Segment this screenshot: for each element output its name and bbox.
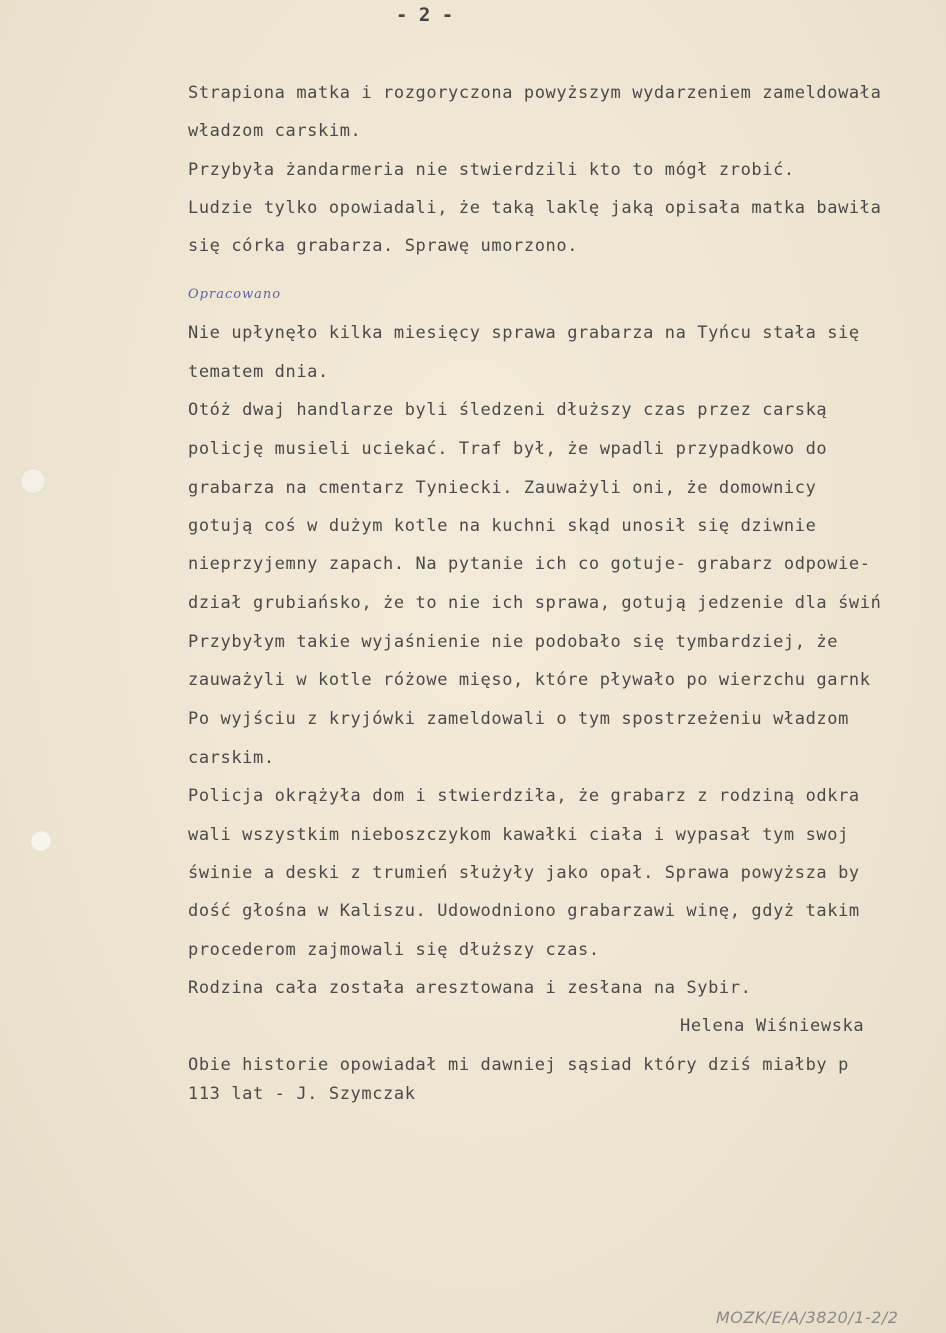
archive-number: MOZK/E/A/3820/1-2/2	[716, 1308, 899, 1327]
text-line: dość głośna w Kaliszu. Udowodniono grabarzawi winę, gdyż takim	[188, 901, 860, 921]
text-line: grabarza na cmentarz Tyniecki. Zauważyli oni, że domownicy	[188, 478, 817, 498]
text-line: nieprzyjemny zapach. Na pytanie ich co gotuje- grabarz odpowie-	[188, 554, 871, 574]
text-line: gotują coś w dużym kotle na kuchni skąd unosił się dziwnie	[188, 516, 817, 536]
text-line: procederom zajmowali się dłuższy czas.	[188, 940, 600, 960]
text-line: Po wyjściu z kryjówki zameldowali o tym spostrzeżeniu władzom	[188, 709, 849, 729]
text-line: Otóż dwaj handlarze byli śledzeni dłuższy czas przez carską	[188, 400, 828, 420]
text-line: Ludzie tylko opowiadali, że taką laklę jaką opisała matka bawiła	[188, 198, 882, 218]
footer-line: Obie historie opowiadał mi dawniej sąsiad który dziś miałby p	[188, 1055, 849, 1075]
punch-hole-bottom	[30, 830, 52, 852]
text-line: policję musieli uciekać. Traf był, że wpadli przypadkowo do	[188, 439, 828, 459]
text-line: władzom carskim.	[188, 121, 362, 141]
text-line: dział grubiańsko, że to nie ich sprawa, gotują jedzenie dla świń	[188, 593, 882, 613]
page-number: - 2 -	[396, 4, 454, 26]
signature: Helena Wiśniewska	[680, 1016, 865, 1036]
footer-line: 113 lat - J. Szymczak	[188, 1084, 416, 1104]
text-line: Strapiona matka i rozgoryczona powyższym wydarzeniem zameldowała	[188, 83, 882, 103]
text-line: Rodzina cała została aresztowana i zesłana na Sybir.	[188, 978, 752, 998]
text-line: Przybyła żandarmeria nie stwierdzili kto to mógł zrobić.	[188, 160, 795, 180]
text-line: świnie a deski z trumień służyły jako opał. Sprawa powyższa by	[188, 863, 860, 883]
punch-hole-top	[20, 468, 46, 494]
text-line: Nie upłynęło kilka miesięcy sprawa grabarza na Tyńcu stała się	[188, 323, 860, 343]
text-line: zauważyli w kotle różowe mięso, które pływało po wierzchu garnk	[188, 670, 871, 690]
handwritten-note: Opracowano	[188, 287, 282, 302]
text-line: tematem dnia.	[188, 362, 329, 382]
text-line: Przybyłym takie wyjaśnienie nie podobało się tymbardziej, że	[188, 632, 839, 652]
text-line: carskim.	[188, 748, 275, 768]
text-line: się córka grabarza. Sprawę umorzono.	[188, 236, 579, 256]
text-line: wali wszystkim nieboszczykom kawałki ciała i wypasał tym swoj	[188, 825, 849, 845]
text-line: Policja okrążyła dom i stwierdziła, że grabarz z rodziną odkra	[188, 786, 860, 806]
